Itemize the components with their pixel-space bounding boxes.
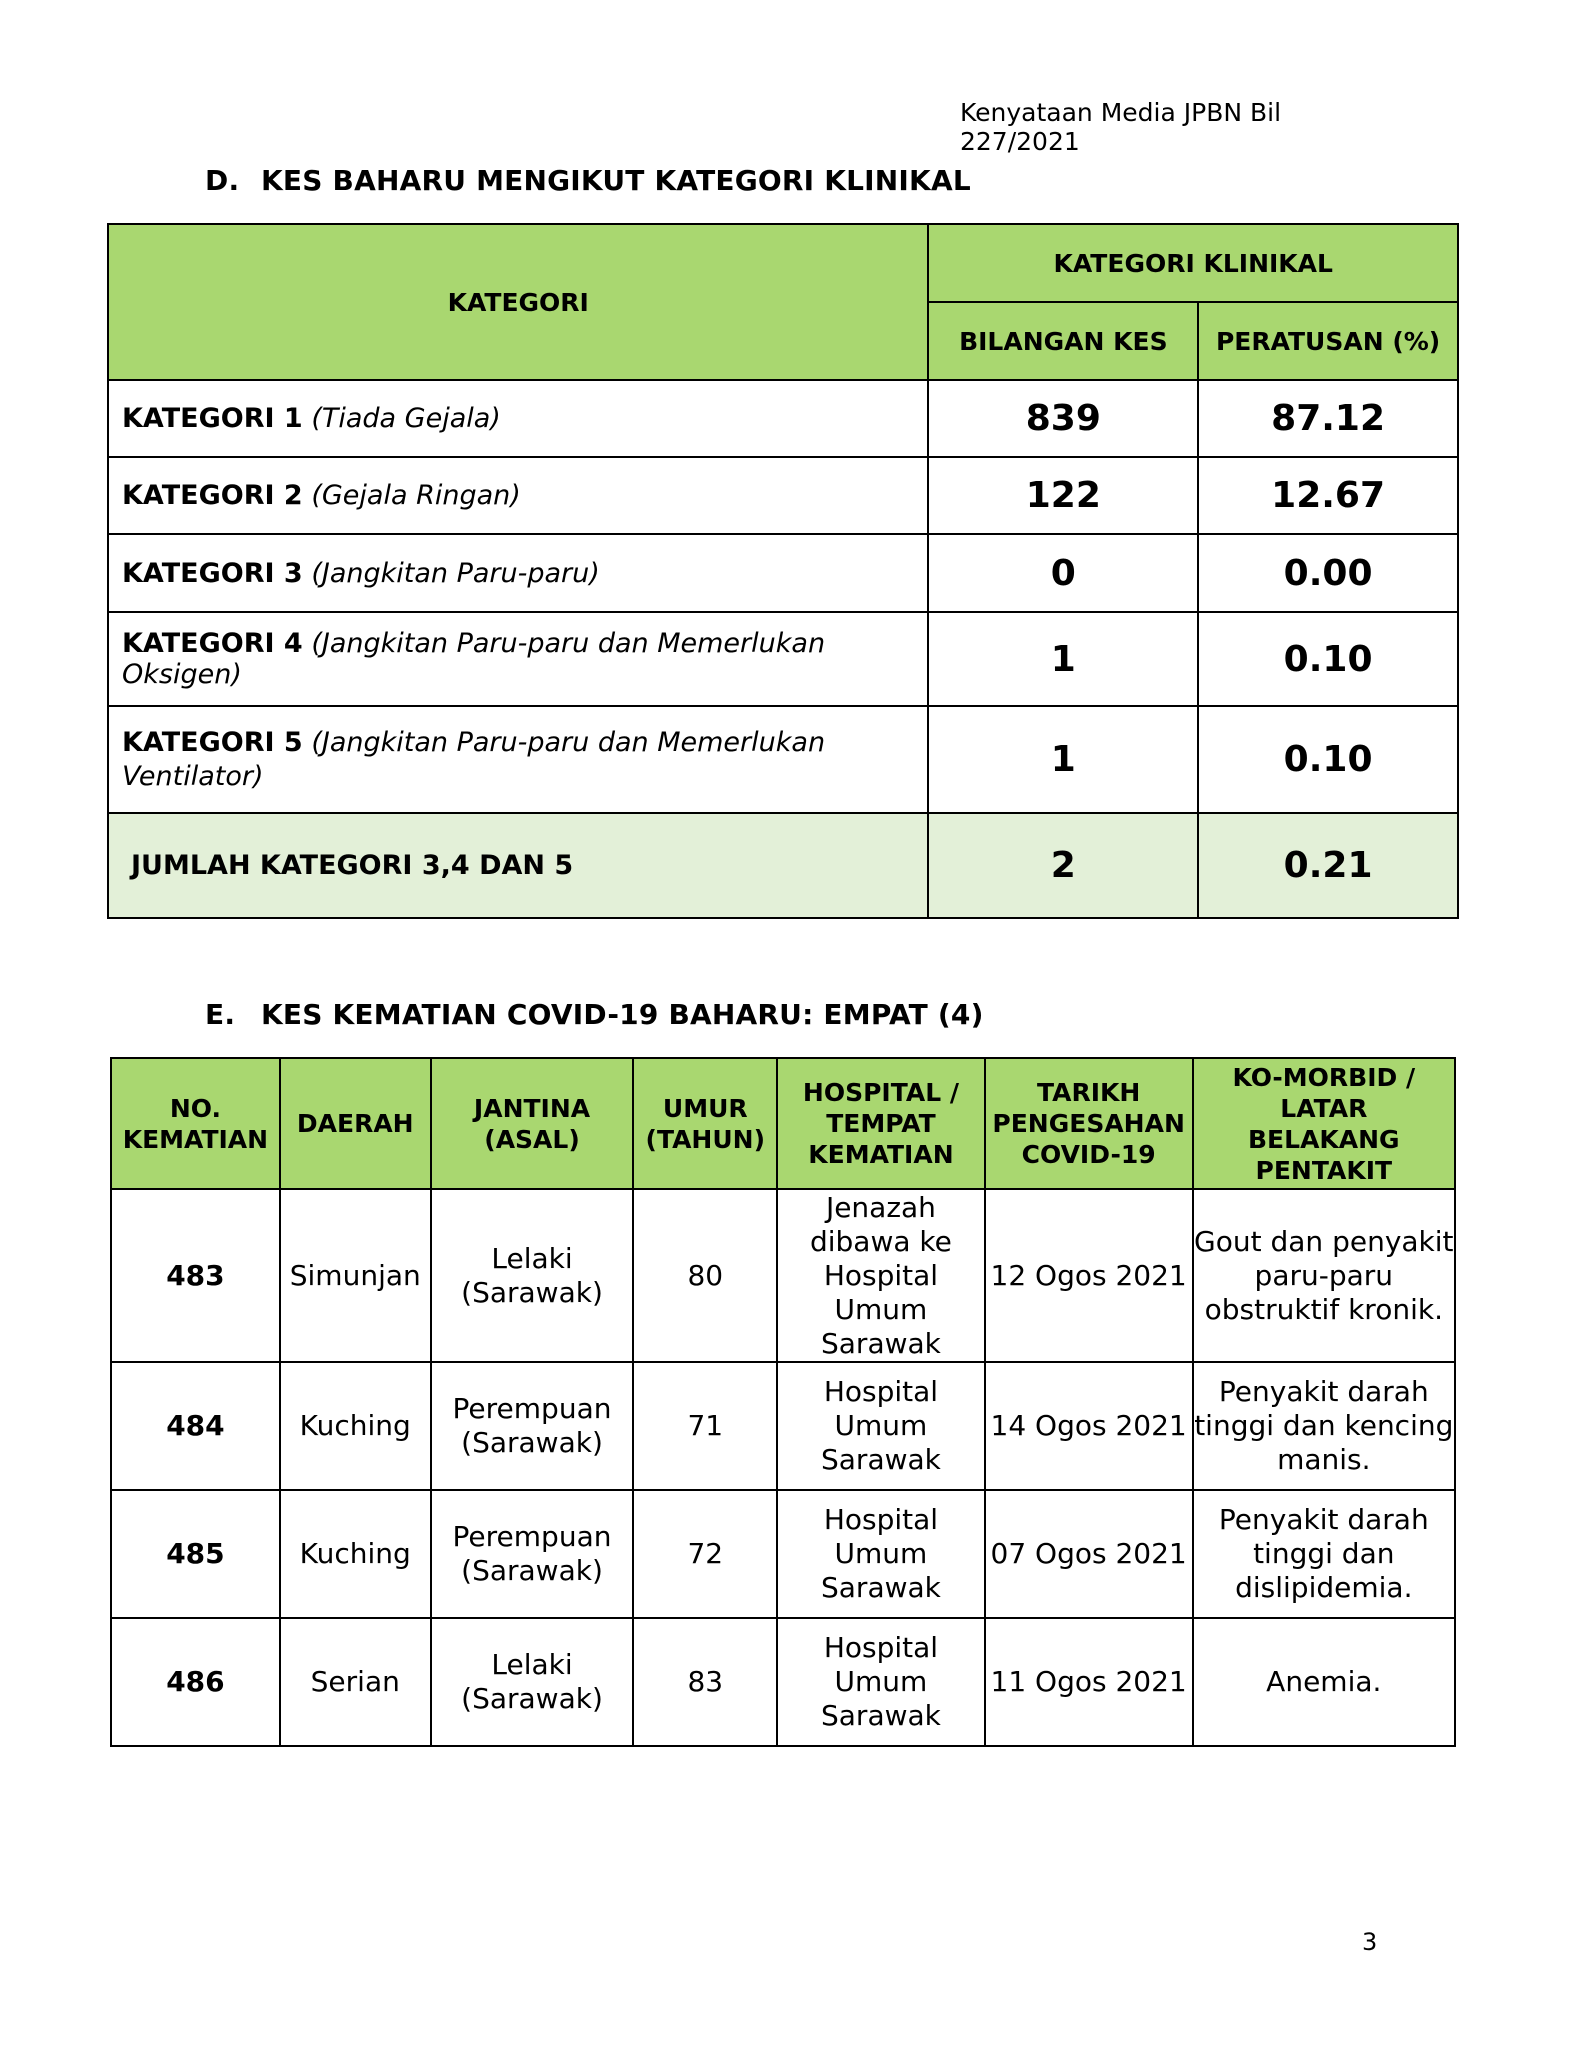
section-e-title	[205, 998, 984, 1031]
table-row	[111, 1189, 1455, 1362]
section-d-title	[205, 164, 971, 197]
category-label: KATEGORI 1 (Tiada Gejala)	[108, 380, 928, 457]
header-hospital: HOSPITAL / TEMPAT KEMATIAN	[777, 1058, 985, 1189]
gender: Perempuan (Sarawak)	[431, 1362, 634, 1490]
table-row	[111, 1362, 1455, 1490]
total-percentage: 0.21	[1198, 813, 1458, 918]
age: 72	[633, 1490, 777, 1618]
total-count: 2	[928, 813, 1198, 918]
age: 80	[633, 1189, 777, 1362]
death-number: 483	[111, 1189, 280, 1362]
table-row	[108, 380, 1458, 457]
table-row	[111, 1490, 1455, 1618]
header-daerah: DAERAH	[280, 1058, 431, 1189]
section-d-heading: KES BAHARU MENGIKUT KATEGORI KLINIKAL	[261, 164, 971, 197]
comorbidity: Anemia.	[1193, 1618, 1455, 1746]
gender: Lelaki (Sarawak)	[431, 1618, 634, 1746]
header-umur: UMUR (TAHUN)	[633, 1058, 777, 1189]
confirmation-date: 14 Ogos 2021	[985, 1362, 1193, 1490]
comorbidity: Penyakit darah tinggi dan dislipidemia.	[1193, 1490, 1455, 1618]
death-number: 486	[111, 1618, 280, 1746]
page-number: 3	[1362, 1928, 1378, 1956]
table-row	[108, 612, 1458, 706]
header-komorbid: KO-MORBID / LATAR BELAKANG PENTAKIT	[1193, 1058, 1455, 1189]
table-row	[108, 457, 1458, 534]
header-kategori: KATEGORI	[108, 224, 928, 380]
comorbidity: Penyakit darah tinggi dan kencing manis.	[1193, 1362, 1455, 1490]
header-jantina: JANTINA (ASAL)	[431, 1058, 634, 1189]
district: Simunjan	[280, 1189, 431, 1362]
death-number: 485	[111, 1490, 280, 1618]
death-cases-table	[110, 1057, 1456, 1747]
section-e-letter: E.	[205, 998, 236, 1031]
table-row	[108, 534, 1458, 612]
case-count: 122	[928, 457, 1198, 534]
case-count: 1	[928, 706, 1198, 813]
hospital: Hospital Umum Sarawak	[777, 1490, 985, 1618]
hospital: Hospital Umum Sarawak	[777, 1362, 985, 1490]
clinical-category-table	[107, 223, 1459, 919]
district: Kuching	[280, 1490, 431, 1618]
case-count: 1	[928, 612, 1198, 706]
case-percentage: 12.67	[1198, 457, 1458, 534]
comorbidity: Gout dan penyakit paru-paru obstruktif kronik.	[1193, 1189, 1455, 1362]
table-row	[111, 1618, 1455, 1746]
category-label: KATEGORI 3 (Jangkitan Paru-paru)	[108, 534, 928, 612]
confirmation-date: 07 Ogos 2021	[985, 1490, 1193, 1618]
case-count: 0	[928, 534, 1198, 612]
header-bilangan-kes: BILANGAN KES	[928, 302, 1198, 380]
gender: Lelaki (Sarawak)	[431, 1189, 634, 1362]
category-label: KATEGORI 2 (Gejala Ringan)	[108, 457, 928, 534]
header-peratusan: PERATUSAN (%)	[1198, 302, 1458, 380]
death-number: 484	[111, 1362, 280, 1490]
table-row	[108, 706, 1458, 813]
header-kategori-klinikal: KATEGORI KLINIKAL	[928, 224, 1458, 302]
document-reference: Kenyataan Media JPBN Bil 227/2021	[960, 98, 1282, 156]
total-label: JUMLAH KATEGORI 3,4 DAN 5	[108, 813, 928, 918]
header-no-kematian: NO. KEMATIAN	[111, 1058, 280, 1189]
case-percentage: 0.10	[1198, 706, 1458, 813]
gender: Perempuan (Sarawak)	[431, 1490, 634, 1618]
age: 71	[633, 1362, 777, 1490]
hospital: Jenazah dibawa ke Hospital Umum Sarawak	[777, 1189, 985, 1362]
category-label: KATEGORI 5 (Jangkitan Paru-paru dan Memerlukan Ventilator)	[108, 706, 928, 813]
case-percentage: 0.10	[1198, 612, 1458, 706]
district: Kuching	[280, 1362, 431, 1490]
confirmation-date: 11 Ogos 2021	[985, 1618, 1193, 1746]
section-d-letter: D.	[205, 164, 240, 197]
age: 83	[633, 1618, 777, 1746]
section-e-heading: KES KEMATIAN COVID-19 BAHARU: EMPAT (4)	[261, 998, 984, 1031]
case-percentage: 0.00	[1198, 534, 1458, 612]
case-count: 839	[928, 380, 1198, 457]
district: Serian	[280, 1618, 431, 1746]
hospital: Hospital Umum Sarawak	[777, 1618, 985, 1746]
confirmation-date: 12 Ogos 2021	[985, 1189, 1193, 1362]
category-label: KATEGORI 4 (Jangkitan Paru-paru dan Memerlukan Oksigen)	[108, 612, 928, 706]
case-percentage: 87.12	[1198, 380, 1458, 457]
total-row	[108, 813, 1458, 918]
header-tarikh: TARIKH PENGESAHAN COVID-19	[985, 1058, 1193, 1189]
